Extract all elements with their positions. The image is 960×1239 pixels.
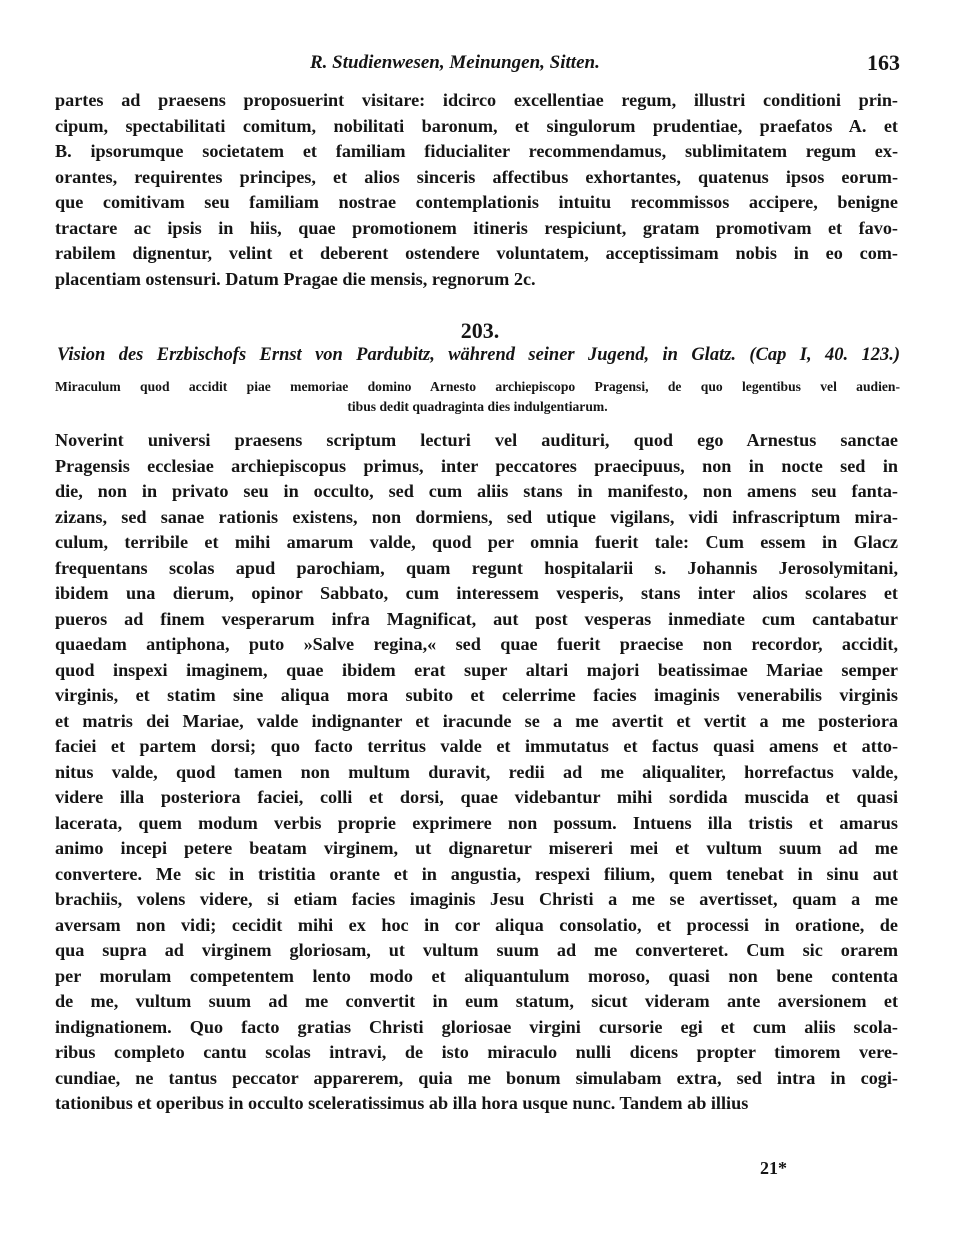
running-title: R. Studienwesen, Meinungen, Sitten. (310, 52, 600, 73)
page-number: 163 (867, 50, 900, 75)
paragraph-main-text (55, 428, 898, 1117)
text-line: zizans, sed sanae rationis existens, non dormiens, sed utique vigilans, vidi infrascriptum mira- (55, 506, 898, 527)
text-line: per morulam competentem lento modo et aliquantulum moroso, quasi non bene contenta (55, 965, 898, 986)
text-line: pueros ad finem vesperarum infra Magnificat, aut post vesperas inmediate cum cantabatur (55, 608, 898, 629)
text-line: ribus completo cantu scolas intravi, de isto miraculo nulli dicens propter timorem vere- (55, 1042, 898, 1062)
paragraph-continued (55, 88, 898, 292)
text-line: culum, terribile et mihi amarum valde, quod per omnia fuerit tale: Cum essem in Glacz (55, 532, 898, 552)
text-line: tationibus et operibus in occulto sceleratissimus ab illa hora usque nunc. Tandem ab illius (55, 1093, 749, 1113)
text-line: Miraculum quod accidit piae memoriae domino Arnesto archiepiscopo Pragensi, de quo legentibus vel audien- (55, 379, 900, 394)
text-line: die, non in privato seu in occulto, sed cum aliis stans in manifesto, non amens seu fanta- (55, 481, 898, 501)
document-number: 203. (460, 318, 500, 343)
text-line: orantes, requirentes principes, et alios sinceris affectibus exhortantes, quatenus ipsos eorum- (55, 166, 898, 187)
text-line: frequentans scolas apud parochiam, quam regunt hospitalarii s. Johannis Jerosolymitani, (55, 557, 898, 578)
document-summary (55, 377, 900, 417)
text-line: que comitivam seu familiam nostrae contemplationis intuitu recommissos accipere, benigne (55, 192, 898, 212)
text-line: virginis, et statim sine aliqua mora subito et celerrime facies imaginis venerabilis virginis (55, 685, 898, 705)
text-line: quaedam antiphona, puto »Salve regina,« sed quae fuerit praecise non recordor, accidit, (55, 634, 898, 654)
text-line: Noverint universi praesens scriptum lecturi vel audituri, quod ego Arnestus sanctae (55, 430, 898, 450)
text-line: partes ad praesens proposuerint visitare: idcirco excellentiae regum, illustri conditioni prin- (55, 90, 898, 110)
signature-mark: 21* (760, 1158, 787, 1178)
text-line: ibidem una dierum, opinor Sabbato, cum interessem vesperis, stans inter alios scolares et (55, 583, 898, 603)
text-line: nitus valde, quod tamen non multum duravit, redii ad me aliqualiter, horrefactus valde, (55, 761, 898, 782)
document-title: Vision des Erzbischofs Ernst von Pardubitz, während seiner Jugend, in Glatz. (Cap I, 40. 123.) (57, 345, 900, 365)
text-line: de me, vultum suum ad me convertit in eum statum, sicut videram ante aversionem et (55, 991, 898, 1011)
text-line: indignationem. Quo facto gratias Christi gloriosae virgini cursorie egi et cum aliis scola- (55, 1016, 898, 1037)
text-line: B. ipsorumque societatem et familiam fiducialiter recommendamus, sublimitatem regum ex- (55, 141, 898, 161)
text-line: cipum, spectabilitati comitum, nobilitati baronum, et singulorum prudentiae, praefatos A. et (55, 115, 898, 136)
text-line: tibus dedit quadraginta dies indulgentiarum. (347, 399, 608, 414)
text-line: cundiae, ne tantus peccator apparerem, quia me bonum simulabam extra, sed intra in cogi- (55, 1067, 898, 1088)
text-line: aversam non vidi; cecidit mihi ex hoc in cor aliqua consolatio, et processi in oratione, de (55, 914, 898, 935)
text-line: et matris dei Mariae, valde indignanter et iracunde se a me avertit et vertit a me posteriora (55, 710, 898, 731)
text-line: rabilem dignentur, velint et deberent ostendere voluntatem, acceptissimam nobis in eo com- (55, 243, 898, 263)
text-line: videre illa posteriora faciei, colli et dorsi, quae videbantur mihi sordida muscida et quasi (55, 787, 898, 807)
text-line: brachiis, volens videre, si etiam facies imaginis Jesu Christi a me se avertisset, quam a me (55, 889, 898, 909)
text-line: lacerata, quem modum verbis proprie exprimere non possum. Intuens illa tristis et amarus (55, 812, 898, 833)
text-line: animo incepi petere beatam virginem, ut dignaretur misereri mei et vultum suum ad me (55, 838, 898, 858)
text-line: faciei et partem dorsi; quo facto territus valde et immutatus et factus quasi amens et atto- (55, 736, 898, 756)
text-line: quod inspexi imaginem, quae ibidem erat super altari majori beatissimae Mariae semper (55, 659, 898, 680)
text-line: qua supra ad virginem gloriosam, ut vultum suum ad me converteret. Cum sic orarem (55, 940, 898, 960)
text-line: convertere. Me sic in tristitia orante et in angustia, respexi filium, quem tenebat in sinu aut (55, 863, 898, 884)
text-line: tractare ac ipsis in hiis, quae promotionem itineris respiciunt, gratam promotivam et favo- (55, 217, 898, 238)
text-line: Pragensis ecclesiae archiepiscopus primus, inter peccatores praecipuus, non in nocte sed in (55, 455, 898, 476)
text-line: placentiam ostensuri. Datum Pragae die mensis, regnorum 2c. (55, 268, 536, 289)
page-header (310, 52, 900, 76)
